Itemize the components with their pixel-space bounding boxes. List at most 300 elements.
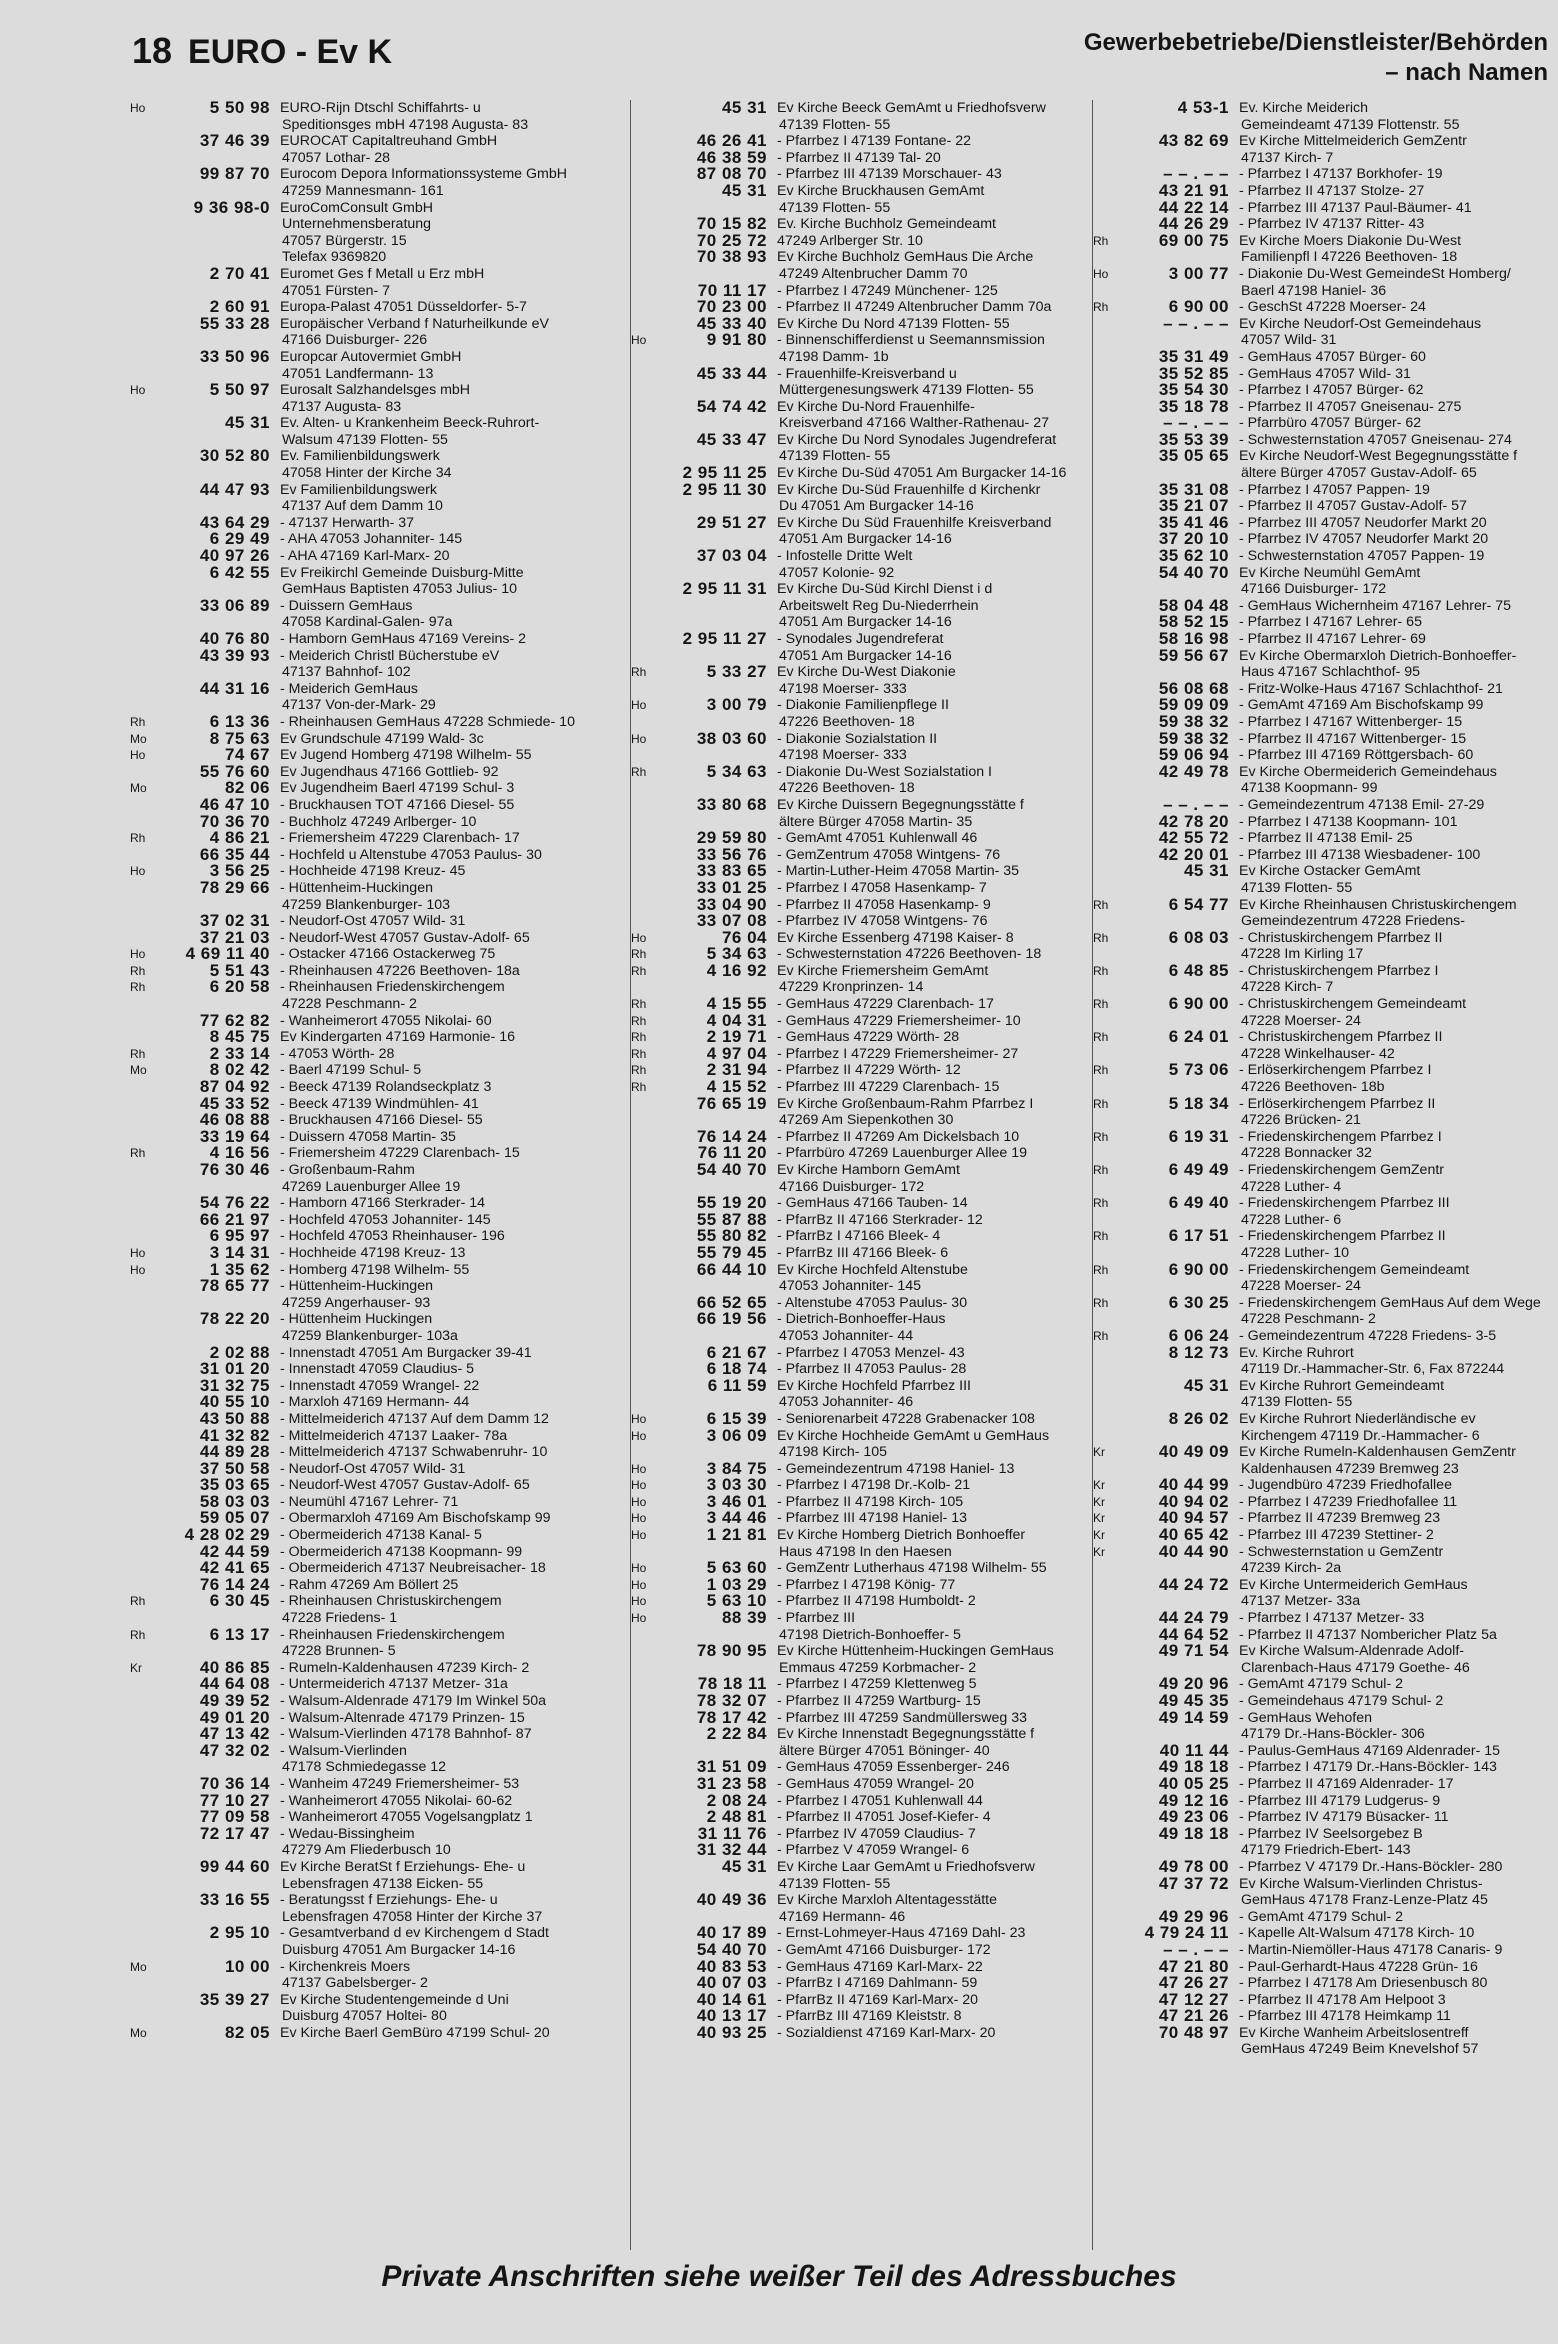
district-code — [631, 1925, 659, 1942]
listing-name: - Sozialdienst 47169 Karl-Marx- 20 — [777, 2024, 996, 2041]
district-code — [130, 448, 158, 465]
district-code — [631, 830, 659, 847]
district-code: Rh — [1093, 300, 1109, 315]
district-code — [1093, 1378, 1121, 1395]
listing-name: - 47053 Wörth- 28 — [280, 1045, 395, 1062]
district-code — [631, 1992, 659, 2009]
phone-number: 78 22 20 — [199, 1309, 270, 1329]
phone-number: 56 08 68 — [1158, 678, 1229, 698]
phone-number: 6 13 17 — [209, 1624, 270, 1644]
listing-name: Ev Kirche Du Nord 47139 Flotten- 55 — [777, 315, 1010, 332]
phone-number: 76 30 46 — [199, 1160, 270, 1179]
listing-name: - Christuskirchengem Pfarrbez II — [1239, 1029, 1443, 1046]
listing-entry — [1093, 1195, 1558, 1212]
district-code — [130, 1195, 158, 1212]
phone-number: 4 15 52 — [706, 1077, 767, 1097]
listing-name: - Gemeindehaus 47179 Schul- 2 — [1239, 1693, 1444, 1709]
listing-name: Ev Jugendheim Baerl 47199 Schul- 3 — [280, 780, 515, 797]
listing-name: - GemAmt 47179 Schul- 2 — [1239, 1908, 1404, 1925]
phone-number: 5 63 60 — [706, 1558, 767, 1578]
listing-name: - Hüttenheim Huckingen — [280, 1311, 433, 1328]
listing-entry — [130, 1956, 630, 1976]
district-code — [631, 1195, 659, 1212]
listing-name: Ev Kirche Walsum-Vierlinden Christus- — [1239, 1875, 1483, 1892]
listing-name: - PfarrBz I 47166 Bleek- 4 — [777, 1228, 941, 1245]
listing-column-3 — [1092, 100, 1558, 2250]
district-code: Rh — [130, 1146, 146, 1161]
listing-entry — [1093, 894, 1558, 914]
listing-name: Ev Kirche Neudorf-Ost Gemeindehaus — [1239, 315, 1482, 332]
listing-entry — [631, 1842, 1091, 1859]
listing-entry — [130, 1624, 630, 1644]
phone-number: 45 33 40 — [696, 313, 767, 333]
listing-address-line: Emmaus 47259 Korbmacher- 2 — [779, 1659, 977, 1676]
district-code — [1093, 1710, 1121, 1727]
listing-name: Ev Kirche Du-Nord Frauenhilfe- — [777, 398, 975, 415]
district-code — [1093, 1942, 1121, 1959]
listing-name: - Walsum-Aldenrade 47179 Im Winkel 50a — [280, 1693, 547, 1709]
listing-name: - Schwesternstation 47057 Gneisenau- 274 — [1239, 431, 1512, 448]
listing-entry — [130, 1029, 630, 1046]
listing-name: - Walsum-Vierlinden 47178 Bahnhof- 87 — [280, 1726, 532, 1743]
listing-name: Ev Kirche Obermeiderich Gemeindehaus — [1239, 763, 1497, 780]
district-code: Mo — [130, 1959, 147, 1974]
phone-number: 45 31 — [721, 1856, 767, 1876]
listing-name: - PfarrBz III 47166 Bleek- 6 — [777, 1244, 949, 1261]
district-code — [1093, 814, 1121, 831]
district-code — [1093, 1975, 1121, 1992]
district-code — [130, 1527, 158, 1544]
listing-name: - Pfarrbez I 47167 Wittenberger- 15 — [1239, 713, 1463, 730]
phone-number: 40 17 89 — [696, 1923, 767, 1943]
district-code — [631, 1776, 659, 1793]
listing-name: - Pfarrbez III 47057 Neudorfer Markt 20 — [1239, 514, 1487, 531]
district-code — [130, 1925, 158, 1942]
listing-entry — [631, 1560, 1091, 1577]
listing-name: - Pfarrbez III 47138 Wiesbadener- 100 — [1239, 846, 1481, 863]
listing-name: - Pfarrbez I 47137 Metzer- 33 — [1239, 1610, 1425, 1627]
listing-entry — [1093, 100, 1558, 117]
phone-number: 77 62 82 — [199, 1010, 270, 1030]
listing-name: - GemHaus 47057 Wild- 31 — [1239, 365, 1411, 382]
district-code — [631, 1245, 659, 1262]
phone-number: 6 29 49 — [209, 529, 270, 549]
listing-address-line: 47228 Winkelhauser- 42 — [1241, 1045, 1395, 1062]
listing-entry — [631, 396, 1091, 416]
listing-entry — [631, 1643, 1091, 1660]
phone-number: 40 55 10 — [199, 1392, 270, 1412]
phone-number: 8 26 02 — [1168, 1408, 1229, 1428]
listing-address-line: 47226 Beethoven- 18 — [779, 780, 915, 797]
phone-number: 31 51 09 — [696, 1757, 767, 1777]
phone-number: 42 20 01 — [1158, 844, 1229, 864]
listing-name: - Hüttenheim-Huckingen — [280, 879, 433, 896]
listing-name: Ev Freikirchl Gemeinde Duisburg-Mitte — [280, 564, 524, 581]
phone-number: 44 24 72 — [1158, 1574, 1229, 1594]
district-code — [130, 166, 158, 183]
listing-name: - Buchholz 47249 Arlberger- 10 — [280, 813, 477, 830]
listing-address-line: 47229 Kronprinzen- 14 — [779, 979, 924, 996]
listing-entry — [130, 512, 630, 532]
district-code — [631, 366, 659, 383]
listing-name: - Meiderich GemHaus — [280, 680, 418, 697]
district-code — [130, 1710, 158, 1727]
phone-number: 6 06 24 — [1168, 1325, 1229, 1345]
listing-name: - Pfarrbez III 47179 Ludgerus- 9 — [1239, 1792, 1441, 1809]
listing-entry — [130, 1740, 630, 1760]
phone-number: – – . – – — [1163, 164, 1229, 184]
phone-number: 70 36 14 — [199, 1773, 270, 1793]
phone-number: 8 02 42 — [209, 1060, 270, 1080]
listing-entry — [1093, 1342, 1558, 1362]
phone-number: 58 04 48 — [1158, 595, 1229, 615]
phone-number: 87 08 70 — [696, 164, 767, 184]
phone-number: 77 09 58 — [199, 1807, 270, 1827]
district-code: Rh — [1093, 1229, 1109, 1244]
listing-address-line: Speditionsges mbH 47198 Augusta- 83 — [282, 116, 529, 133]
district-code: Rh — [1093, 1295, 1109, 1310]
phone-number: 47 13 42 — [199, 1724, 270, 1744]
listing-name: Ev Kirche Ruhrort Gemeindeamt — [1239, 1377, 1445, 1394]
listing-name: Ev Kirche Hochfeld Pfarrbez III — [777, 1377, 971, 1394]
district-code — [1093, 548, 1121, 565]
listing-address-line: Du 47051 Am Burgacker 14-16 — [779, 498, 974, 515]
listing-address-line: 47228 Peschmann- 2 — [282, 996, 417, 1013]
phone-number: 5 33 27 — [706, 662, 767, 682]
district-code — [130, 1510, 158, 1527]
district-code — [130, 1361, 158, 1378]
district-code: Mo — [130, 781, 147, 796]
district-code: Kr — [1093, 1445, 1105, 1460]
phone-number: 42 78 20 — [1158, 811, 1229, 831]
phone-number: 2 48 81 — [706, 1807, 767, 1827]
listing-entry — [130, 960, 630, 980]
listing-name: - Pfarrbez II 47198 Humboldt- 2 — [777, 1593, 976, 1610]
listing-name: Ev Kirche Laar GemAmt u Friedhofsverw — [777, 1858, 1035, 1875]
listing-name: - Pfarrbez IV 47058 Wintgens- 76 — [777, 913, 988, 930]
listing-name: Ev Kirche Du-Süd Frauenhilfe d Kirchenkr — [777, 481, 1041, 498]
listing-name: Ev Kirche Obermarxloh Dietrich-Bonhoeffer- — [1239, 647, 1517, 664]
listing-name: - Kapelle Alt-Walsum 47178 Kirch- 10 — [1239, 1925, 1475, 1942]
listing-address-line: 47259 Blankenburger- 103 — [282, 896, 451, 913]
listing-name: - Bruckhausen TOT 47166 Diesel- 55 — [280, 796, 515, 813]
district-code: Kr — [1093, 1544, 1105, 1559]
listing-address-line: GemHaus 47249 Beim Knevelshof 57 — [1241, 2041, 1479, 2058]
listing-entry — [631, 332, 1091, 349]
phone-number: 45 33 52 — [199, 1093, 270, 1113]
listing-entry — [631, 1342, 1091, 1362]
district-code — [631, 1842, 659, 1859]
phone-number: 6 17 51 — [1168, 1226, 1229, 1246]
listing-name: - Neudorf-Ost 47057 Wild- 31 — [280, 1460, 466, 1477]
district-code: Rh — [130, 1594, 146, 1609]
listing-name: - Innenstadt 47051 Am Burgacker 39-41 — [280, 1344, 532, 1361]
listing-name: Ev Kirche Neudorf-West Begegnungsstätte f — [1239, 448, 1518, 465]
listing-name: - Rahm 47269 Am Böllert 25 — [280, 1576, 459, 1593]
phone-number: 72 17 47 — [199, 1823, 270, 1843]
district-code — [130, 1228, 158, 1245]
listing-entry — [631, 1043, 1091, 1063]
listing-name: - GemHaus 47229 Friemersheimer- 10 — [777, 1012, 1021, 1029]
district-code: Ho — [130, 947, 146, 962]
listing-address-line: 47139 Flotten- 55 — [1241, 1394, 1353, 1411]
category-subtitle: – nach Namen — [1385, 59, 1548, 86]
listing-name: - Pfarrbez II 47058 Hasenkamp- 9 — [777, 896, 991, 913]
district-code: Rh — [1093, 930, 1109, 945]
listing-name: 47249 Arlberger Str. 10 — [777, 232, 923, 249]
listing-name: - Hochheide 47198 Kreuz- 13 — [280, 1244, 466, 1261]
district-code — [130, 1793, 158, 1810]
district-code — [1093, 1743, 1121, 1760]
listing-name: Ev Kirche Mittelmeiderich GemZentr — [1239, 133, 1467, 150]
district-code: Rh — [130, 831, 146, 846]
listing-name: - Synodales Jugendreferat — [777, 631, 944, 647]
phone-number: 33 56 76 — [696, 844, 767, 864]
listing-name: Ev Kirche Du-Süd 47051 Am Burgacker 14-16 — [777, 465, 1067, 482]
listing-address-line: 47259 Angerhauser- 93 — [282, 1294, 431, 1311]
listing-name: - Pfarrbez III 47178 Heimkamp 11 — [1239, 2008, 1451, 2025]
listing-name: - Duissern GemHaus — [280, 597, 413, 614]
phone-number: 2 31 94 — [706, 1060, 767, 1080]
listing-name: - Pfarrbez I 47259 Klettenweg 5 — [777, 1676, 977, 1693]
listing-name: EUROCAT Capitaltreuhand GmbH — [280, 133, 498, 150]
phone-number: 5 51 43 — [209, 960, 270, 980]
listing-address-line: 47137 Von-der-Mark- 29 — [282, 697, 436, 714]
district-code — [130, 415, 158, 432]
listing-name: - Pfarrbez II 47178 Am Helpoot 3 — [1239, 1991, 1446, 2008]
phone-number: 76 65 19 — [696, 1093, 767, 1113]
listing-entry — [1093, 1873, 1558, 1893]
phone-number: 2 08 24 — [706, 1790, 767, 1810]
listing-name: - Christuskirchengem Gemeindeamt — [1239, 996, 1467, 1013]
district-code — [1093, 399, 1121, 416]
phone-number: 74 67 — [224, 745, 270, 765]
district-code — [1093, 183, 1121, 200]
phone-number: 69 00 75 — [1158, 230, 1229, 250]
listing-entry — [631, 761, 1091, 781]
listing-name: - Wedau-Bissingheim — [280, 1825, 415, 1842]
listing-name: - Pfarrbez I 47137 Borkhofer- 19 — [1239, 166, 1443, 183]
listing-name: Ev Kirche Ostacker GemAmt — [1239, 863, 1421, 880]
district-code — [130, 1494, 158, 1511]
district-code: Rh — [631, 764, 647, 779]
phone-number: 59 06 94 — [1158, 745, 1229, 765]
district-code: Ho — [631, 930, 647, 945]
listing-address-line: 47228 Brunnen- 5 — [282, 1643, 396, 1660]
listing-name: Ev Kirche BeratSt f Erziehungs- Ehe- u — [280, 1858, 526, 1875]
phone-number: 40 97 26 — [199, 546, 270, 566]
listing-entry — [1093, 133, 1558, 150]
listing-name: - Friedenskirchengem Pfarrbez III — [1239, 1195, 1450, 1212]
listing-name: - Mittelmeiderich 47137 Schwabenruhr- 10 — [280, 1444, 548, 1461]
phone-number: 40 94 57 — [1158, 1508, 1229, 1528]
listing-entry — [130, 1278, 630, 1295]
listing-address-line: Kirchengem 47119 Dr.-Hammacher- 6 — [1241, 1427, 1480, 1444]
district-code — [130, 930, 158, 947]
phone-number: 35 03 65 — [199, 1475, 270, 1495]
district-code: Kr — [130, 1660, 142, 1675]
listing-entry — [130, 562, 630, 582]
listing-name: Ev. Kirche Ruhrort — [1239, 1344, 1354, 1361]
phone-number: 38 03 60 — [696, 728, 767, 748]
listing-name: - GemHaus 47166 Tauben- 14 — [777, 1195, 968, 1212]
district-code: Rh — [1093, 1096, 1109, 1111]
district-code — [1093, 1992, 1121, 2009]
listing-entry — [130, 1856, 630, 1876]
phone-number: 3 84 75 — [706, 1458, 767, 1478]
district-code — [1093, 1826, 1121, 1843]
listing-address-line: Clarenbach-Haus 47179 Goethe- 46 — [1241, 1659, 1470, 1676]
district-code — [1093, 648, 1121, 665]
phone-number: 45 31 — [721, 100, 767, 117]
district-code — [1093, 216, 1121, 233]
listing-address-line: 47226 Brücken- 21 — [1241, 1112, 1361, 1129]
listing-name: - Pfarrbez III 47169 Röttgersbach- 60 — [1239, 747, 1474, 764]
phone-number: 6 49 40 — [1168, 1193, 1229, 1213]
district-code — [130, 631, 158, 648]
district-code — [1093, 2025, 1121, 2042]
phone-number: 49 14 59 — [1158, 1707, 1229, 1727]
district-code: Rh — [1093, 1328, 1109, 1343]
listing-entry — [631, 1939, 1091, 1959]
district-code: Ho — [1093, 266, 1109, 281]
listing-name: Ev Kirche Innenstadt Begegnungsstätte f — [777, 1726, 1035, 1743]
phone-number: 6 20 58 — [209, 977, 270, 997]
district-code: Mo — [130, 731, 147, 746]
phone-number: 47 32 02 — [199, 1740, 270, 1760]
phone-number: 45 31 — [1183, 861, 1229, 881]
listing-name: - Pfarrbez I 47057 Pappen- 19 — [1239, 481, 1430, 498]
listing-address-line: 47137 Augusta- 83 — [282, 398, 402, 415]
listing-entry — [1093, 1228, 1558, 1245]
district-code — [631, 1228, 659, 1245]
listing-address-line: 47057 Kolonie- 92 — [779, 564, 895, 581]
listing-name: Ev Kindergarten 47169 Harmonie- 16 — [280, 1029, 516, 1046]
listing-name: Ev Kirche Wanheim Arbeitslosentreff — [1239, 2024, 1469, 2041]
listing-name: - Pfarrbez I 47178 Am Driesenbusch 80 — [1239, 1975, 1488, 1992]
district-code: Ho — [631, 1461, 647, 1476]
phone-number: 44 31 16 — [199, 678, 270, 698]
phone-number: 4 97 04 — [706, 1043, 767, 1063]
phone-number: 77 10 27 — [199, 1790, 270, 1810]
district-code — [631, 283, 659, 300]
listing-entry — [631, 664, 1091, 681]
listing-name: Eurosalt Salzhandelsges mbH — [280, 382, 471, 399]
district-code — [130, 1378, 158, 1395]
phone-number: 55 33 28 — [199, 313, 270, 333]
phone-number: 6 30 25 — [1168, 1292, 1229, 1312]
district-code — [1093, 847, 1121, 864]
listing-name: - Pfarrbez V 47179 Dr.-Hans-Böckler- 280 — [1239, 1858, 1503, 1875]
district-code — [631, 1361, 659, 1378]
listing-entry — [130, 1925, 630, 1942]
phone-number: 45 33 44 — [696, 363, 767, 383]
listing-name: - Pfarrbez II 47198 Kirch- 105 — [777, 1493, 964, 1510]
phone-number: 30 52 80 — [199, 446, 270, 466]
phone-number: 70 15 82 — [696, 214, 767, 234]
district-code — [1093, 415, 1121, 432]
listing-entry — [130, 166, 630, 183]
phone-number: 31 11 76 — [697, 1823, 767, 1843]
listing-name: - Schwesternstation 47057 Pappen- 19 — [1239, 548, 1485, 565]
district-code — [631, 1793, 659, 1810]
listing-name: Ev Jugend Homberg 47198 Wilhelm- 55 — [280, 747, 532, 764]
listing-entry — [631, 1790, 1091, 1810]
listing-name: - GemHaus Wehofen — [1239, 1709, 1373, 1726]
listing-address-line: ältere Bürger 47057 Gustav-Adolf- 65 — [1241, 465, 1477, 482]
phone-number: – – . – – — [1163, 313, 1229, 333]
district-code — [130, 1428, 158, 1445]
listing-address-line: ältere Bürger 47058 Martin- 35 — [779, 813, 973, 830]
district-code — [130, 1096, 158, 1113]
phone-number: 99 87 70 — [199, 164, 270, 184]
district-code — [631, 399, 659, 416]
listing-name: - Beratungsst f Erziehungs- Ehe- u — [280, 1892, 498, 1909]
listing-address-line: ältere Bürger 47051 Böninger- 40 — [779, 1742, 990, 1759]
listing-name: - GemAmt 47169 Am Bischofskamp 99 — [1239, 697, 1484, 714]
district-code — [631, 515, 659, 532]
district-code — [130, 1278, 158, 1295]
phone-number: 6 13 36 — [209, 711, 270, 731]
district-code — [631, 432, 659, 449]
phone-number: 54 76 22 — [199, 1193, 270, 1213]
listing-name: Ev Kirche Baerl GemBüro 47199 Schul- 20 — [280, 2024, 550, 2041]
phone-number: 1 03 29 — [706, 1574, 767, 1594]
phone-number: 5 34 63 — [706, 944, 767, 964]
listing-entry — [631, 1259, 1091, 1279]
district-code: Kr — [1093, 1528, 1105, 1543]
listing-name: - Martin-Niemöller-Haus 47178 Canaris- 9 — [1239, 1941, 1503, 1958]
district-code: Ho — [631, 1528, 647, 1543]
listing-entry — [1093, 960, 1558, 980]
district-code — [631, 150, 659, 167]
listing-entry — [130, 711, 630, 731]
listing-name: - Pfarrbez I 47139 Fontane- 22 — [777, 133, 972, 150]
phone-number: 46 47 10 — [199, 794, 270, 814]
listing-name: - Pfarrbez I 47057 Bürger- 62 — [1239, 382, 1424, 399]
phone-number: 37 21 03 — [199, 927, 270, 947]
listing-address-line: 47139 Flotten- 55 — [779, 116, 891, 133]
listing-name: - Hochfeld u Altenstube 47053 Paulus- 30 — [280, 846, 542, 863]
phone-number: 4 16 92 — [706, 960, 767, 980]
phone-number: 44 64 08 — [199, 1674, 270, 1694]
district-code — [130, 200, 158, 217]
listing-name: - Pfarrbez I 47051 Kuhlenwall 44 — [777, 1792, 983, 1809]
district-code — [130, 797, 158, 814]
listing-name: - Schwesternstation u GemZentr — [1239, 1543, 1444, 1560]
listing-entry — [130, 1043, 630, 1063]
listing-entry — [130, 844, 630, 864]
phone-number: 42 41 65 — [199, 1558, 270, 1578]
phone-number: 40 94 02 — [1158, 1491, 1229, 1511]
listing-name: - Pfarrbez III 47139 Morschauer- 43 — [777, 166, 1002, 183]
listing-name: Europcar Autovermiet GmbH — [280, 348, 462, 365]
district-code — [631, 299, 659, 316]
phone-number: 49 12 16 — [1158, 1790, 1229, 1810]
listing-name: - GemHaus 47059 Essenberger- 246 — [777, 1759, 1010, 1776]
listing-address-line: Haus 47167 Schlachthof- 95 — [1241, 664, 1421, 681]
listing-entry — [1093, 1126, 1558, 1146]
listing-name: - Wanheim 47249 Friemersheimer- 53 — [280, 1775, 520, 1792]
district-code: Rh — [1093, 1063, 1109, 1078]
district-code: Ho — [631, 1561, 647, 1576]
listing-entry — [631, 1726, 1091, 1743]
listing-name: - Erlöserkirchengem Pfarrbez I — [1239, 1062, 1432, 1079]
district-code — [1093, 681, 1121, 698]
listing-entry — [1093, 1823, 1558, 1843]
phone-number: 3 56 25 — [209, 861, 270, 881]
listing-name: Ev Kirche Studentengemeinde d Uni — [280, 1991, 509, 2008]
